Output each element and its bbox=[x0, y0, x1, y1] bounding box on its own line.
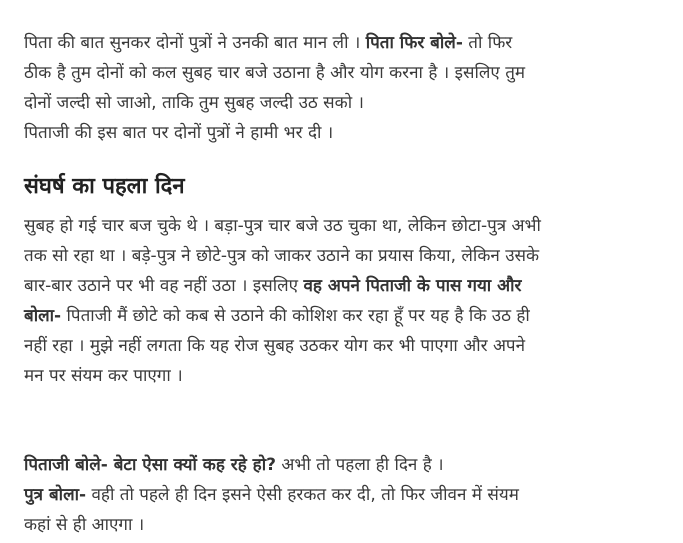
bold-dialogue: बोला- bbox=[24, 306, 62, 326]
text-span: बार-बार उठाने पर भी वह नहीं उठा । इसलिए bbox=[24, 276, 304, 296]
text-line: ठीक है तुम दोनों को कल सुबह चार बजे उठाना है और योग करना है । इसलिए तुम bbox=[24, 63, 526, 83]
paragraph-dialogue bbox=[24, 450, 664, 540]
paragraph-father-instructions bbox=[24, 28, 664, 148]
bold-dialogue: पिता फिर बोले- bbox=[365, 33, 463, 53]
text-line bbox=[24, 28, 664, 58]
bold-dialogue: पिताजी बोले- बेटा ऐसा क्यों कह रहे हो? bbox=[24, 455, 276, 475]
text-line: तक सो रहा था । बड़े-पुत्र ने छोटे-पुत्र को जाकर उठाने का प्रयास किया, लेकिन उसके bbox=[24, 246, 540, 266]
text-span: तो फिर bbox=[462, 33, 513, 53]
text-line: सुबह हो गई चार बज चुके थे । बड़ा-पुत्र चार बजे उठ चुका था, लेकिन छोटा-पुत्र अभी bbox=[24, 216, 541, 236]
bold-dialogue: पुत्र बोला- bbox=[24, 485, 87, 505]
text-line bbox=[24, 271, 664, 301]
text-line bbox=[24, 450, 664, 480]
paragraph-first-day bbox=[24, 211, 664, 391]
section-heading: संघर्ष का पहला दिन bbox=[24, 174, 185, 199]
text-span: अभी तो पहला ही दिन है । bbox=[275, 455, 444, 475]
text-line bbox=[24, 480, 664, 510]
text-span: पिताजी मैं छोटे को कब से उठाने की कोशिश कर रहा हूँ पर यह है कि उठ ही bbox=[61, 306, 530, 326]
text-line: नहीं रहा । मुझे नहीं लगता कि यह रोज सुबह उठकर योग कर भी पाएगा और अपने bbox=[24, 336, 526, 356]
bold-dialogue: वह अपने पिताजी के पास गया और bbox=[303, 276, 522, 296]
text-line: दोनों जल्दी सो जाओ, ताकि तुम सुबह जल्दी उठ सको । bbox=[24, 93, 364, 113]
text-line: पिताजी की इस बात पर दोनों पुत्रों ने हामी भर दी । bbox=[24, 123, 334, 143]
text-line: कहां से ही आएगा । bbox=[24, 515, 145, 535]
text-span: पिता की बात सुनकर दोनों पुत्रों ने उनकी बात मान ली । bbox=[24, 33, 366, 53]
text-span: वही तो पहले ही दिन इसने ऐसी हरकत कर दी, तो फिर जीवन में संयम bbox=[86, 485, 519, 505]
text-line bbox=[24, 301, 664, 331]
text-line: मन पर संयम कर पाएगा । bbox=[24, 366, 183, 386]
